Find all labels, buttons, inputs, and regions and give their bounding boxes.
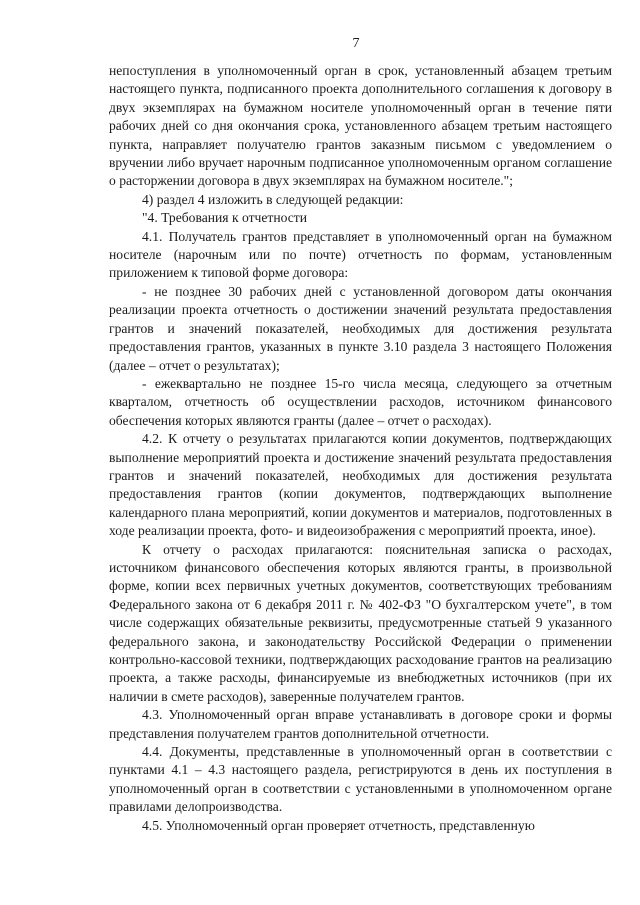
document-body — [109, 62, 612, 835]
paragraph-expenses-attachments: К отчету о расходах прилагаются: пояснительная записка о расходах, источником финансового обеспечения которых являются гранты, в произвольной форме, копии всех первичных учетных документов, соответствующих требованиям Федерального закона от 6 декабря 2011 г. № 402-ФЗ "О бухгалтерском учете", в том числе содержащих обязательные реквизиты, предусмотренные статьей 9 указанного федерального закона, и законодательству Российской Федерации о применении контрольно-кассовой техники, подтверждающих расходование грантов на реализацию проекта, а также расходы, финансируемые из внебюджетных источников (при их наличии в смете расходов), заверенные получателем грантов. — [109, 541, 612, 704]
paragraph-4-1: 4.1. Получатель грантов представляет в уполномоченный орган на бумажном носителе (нарочным или по почте) отчетность по формам, установленным приложением к типовой форме договора: — [109, 228, 612, 281]
paragraph-continuation: непоступления в уполномоченный орган в срок, установленный абзацем третьим настоящего пункта, подписанного проекта дополнительного соглашения к договору в двух экземплярах на бумажном носителе уполномоченный орган в течение пяти рабочих дней со дня окончания срока, установленного абзацем третьим настоящего пункта, направляет получателю грантов заказным письмом с уведомлением о вручении либо вручает нарочным подписанное уполномоченным органом соглашение о расторжении договора в двух экземплярах на бумажном носителе."; — [109, 63, 612, 189]
page-number: 7 — [352, 36, 360, 51]
list-item-expenses-report: - ежеквартально не позднее 15-го числа месяца, следующего за отчетным кварталом, отчетность об осуществлении расходов, источником финансового обеспечения которых являются гранты (далее – отчет о расходах). — [109, 375, 612, 428]
paragraph-4-4: 4.4. Документы, представленные в уполномоченный орган в соответствии с пунктами 4.1 – 4.3 настоящего раздела, регистрируются в день их поступления в уполномоченный орган в соответствии с установленными в уполномоченном органе правилами делопроизводства. — [109, 744, 612, 815]
section-heading: "4. Требования к отчетности — [142, 210, 307, 226]
paragraph-4-5: 4.5. Уполномоченный орган проверяет отчетность, представленную — [142, 817, 535, 833]
paragraph-amendment-4: 4) раздел 4 изложить в следующей редакции: — [142, 191, 404, 207]
paragraph-4-2: 4.2. К отчету о результатах прилагаются копии документов, подтверждающих выполнение мероприятий проекта и достижение значений результата предоставления грантов и значений показателей, необходимых для достижения результата предоставления грантов (копии документов, подтверждающих выполнение календарного плана мероприятий, копии документов и материалов, подготовленных в ходе реализации проекта, фото- и видеоизображения с мероприятий проекта, иное). — [109, 431, 612, 539]
list-item-results-report: - не позднее 30 рабочих дней с установленной договором даты окончания реализации проекта отчетность о достижении значений результата предоставления грантов и значений показателей, необходимых для достижения результата предоставления грантов, указанных в пункте 3.10 раздела 3 настоящего Положения (далее – отчет о результатах); — [109, 283, 612, 373]
paragraph-4-3: 4.3. Уполномоченный орган вправе устанавливать в договоре сроки и формы представления получателем грантов дополнительной отчетности. — [109, 707, 612, 741]
